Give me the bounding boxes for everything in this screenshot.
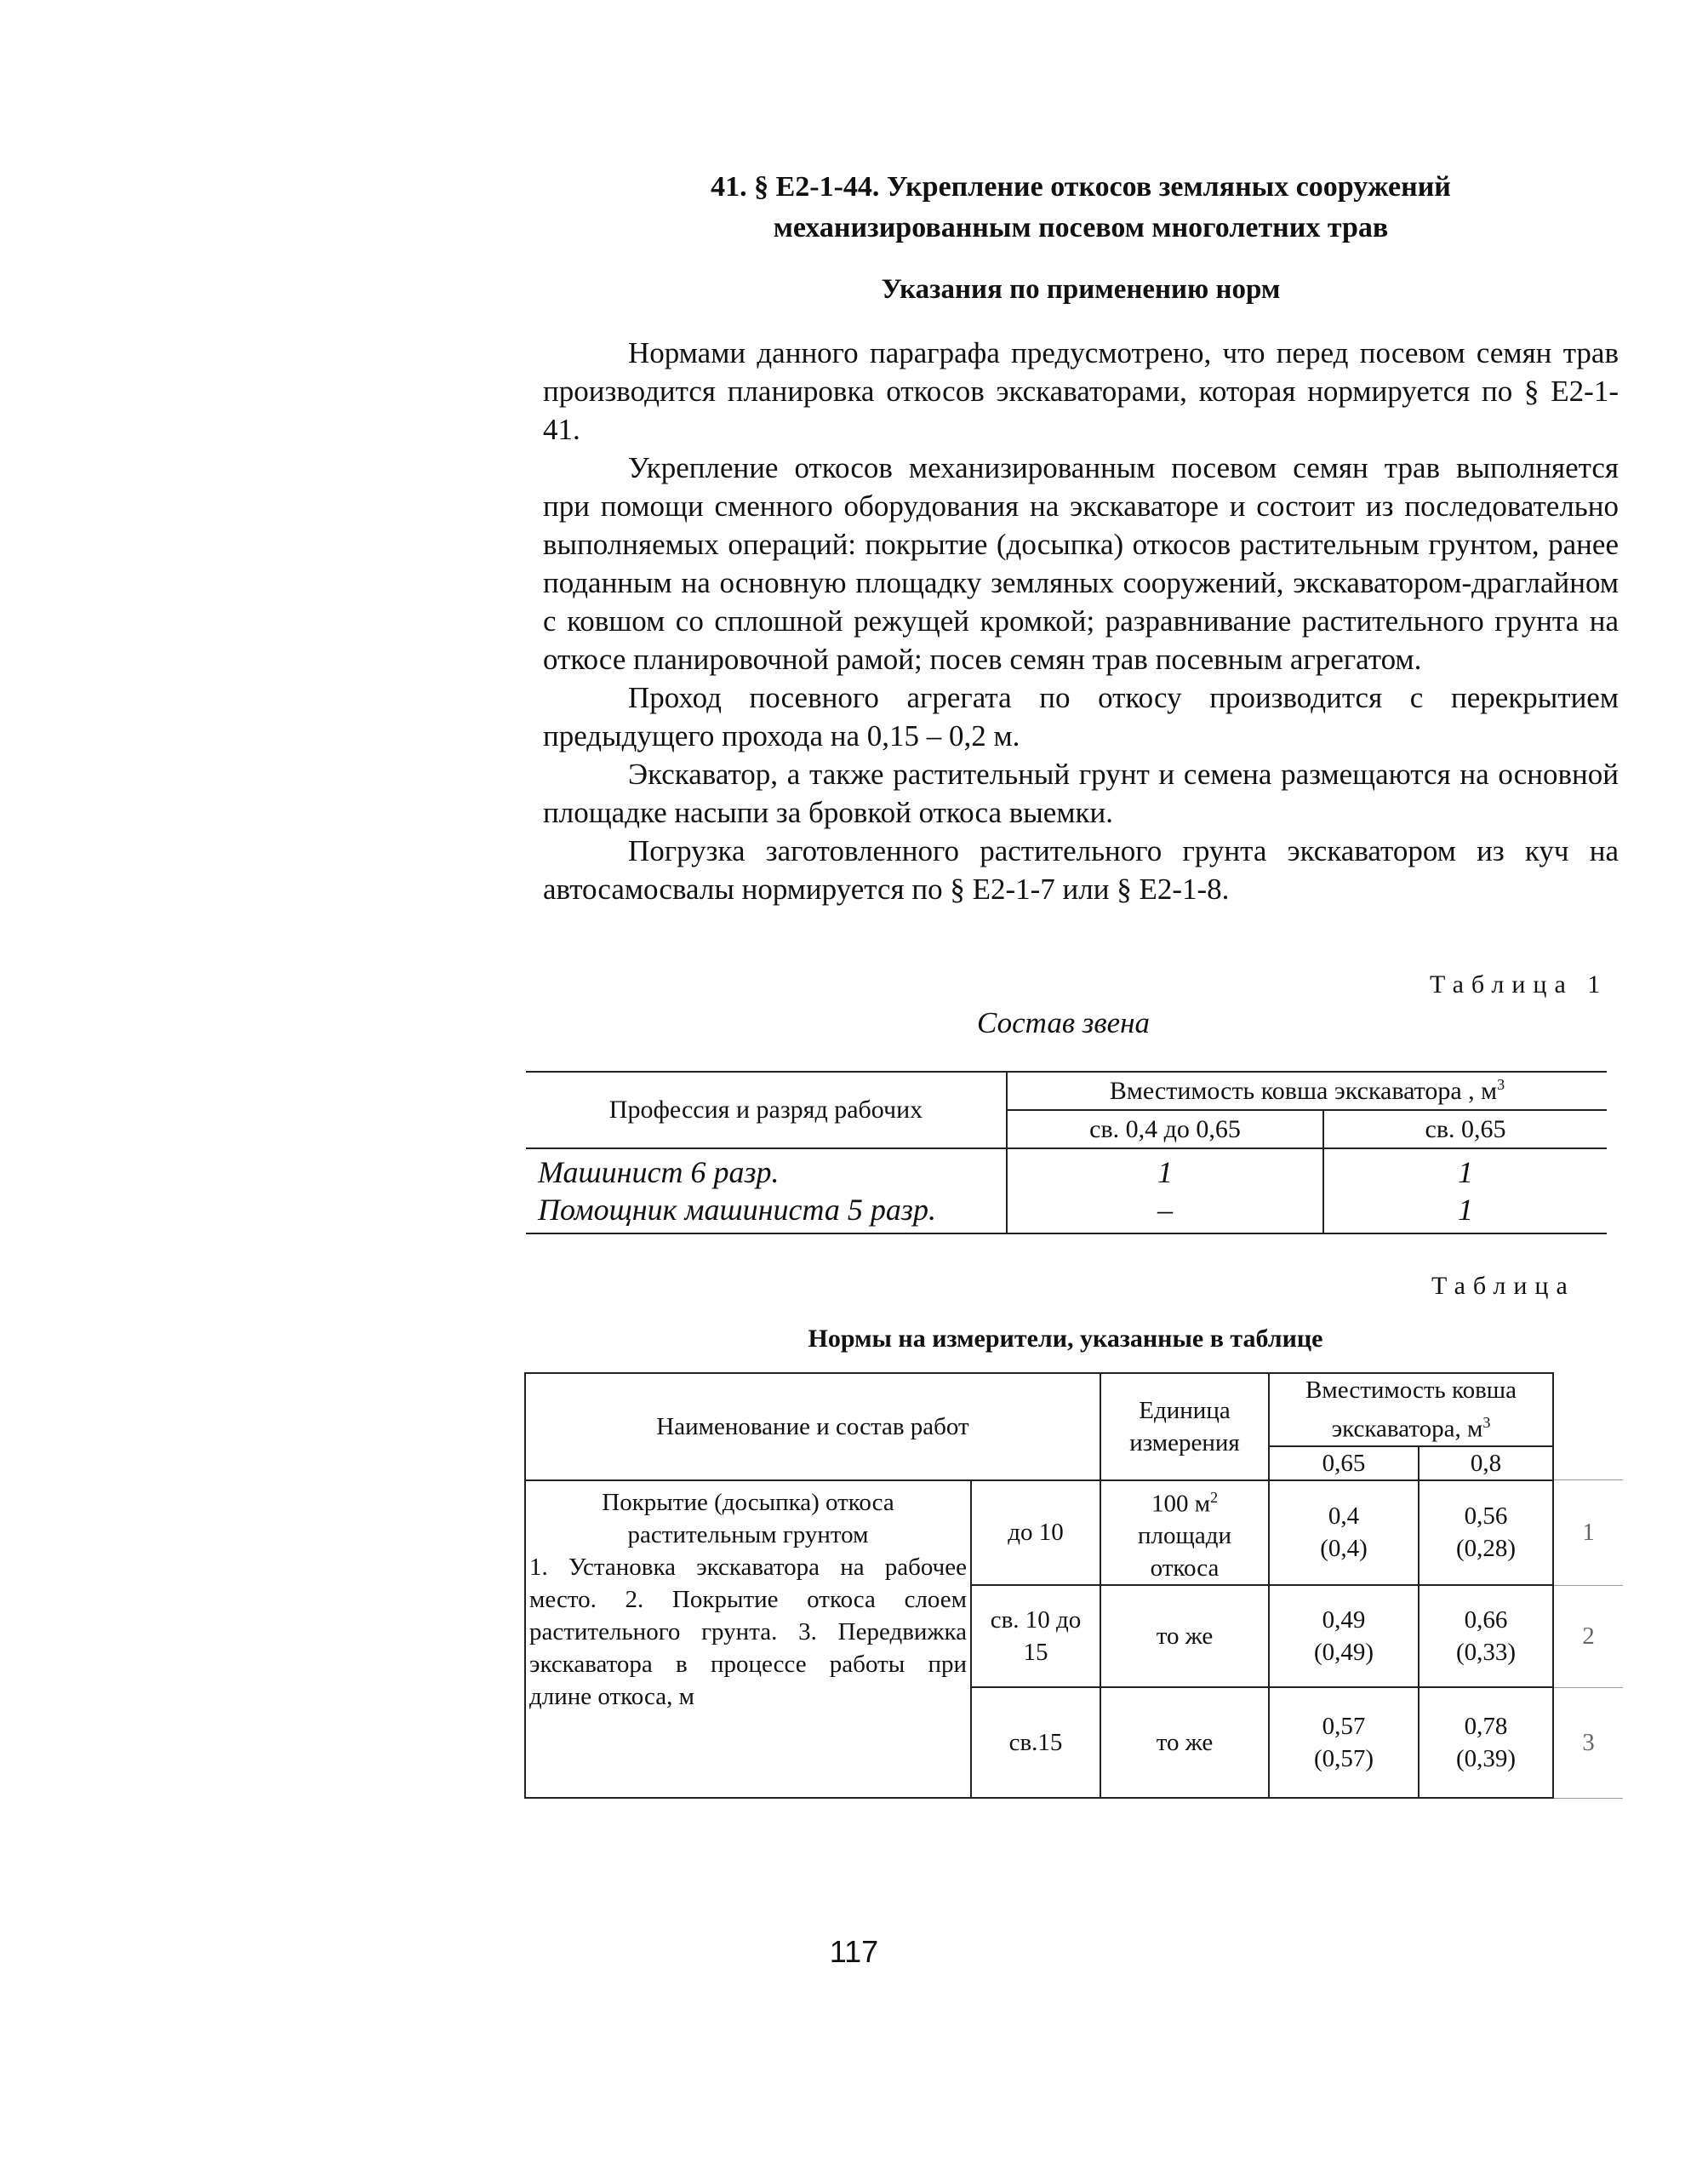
norms-header-capacity-text: Вместимость ковша экскаватора, м [1305, 1376, 1517, 1443]
crew-names-cell [526, 1148, 1007, 1233]
crew-value: 1 [1458, 1155, 1473, 1189]
norms-header-capacity-sup: 3 [1482, 1414, 1491, 1431]
norms-header-capacity [1269, 1373, 1553, 1446]
norms-work-title: Покрытие (досыпка) откоса растительным грунтом [602, 1488, 894, 1548]
crew-row-name: Машинист 6 разр. [538, 1155, 780, 1189]
paragraph: Погрузка заготовленного растительного грунта экскаватором из куч на автосамосвалы нормируется по § Е2-1-7 или § Е2-1-8. [543, 834, 1619, 906]
crew-value: – [1157, 1193, 1173, 1227]
norms-col1-header: 0,65 [1269, 1446, 1419, 1480]
norms-work-description [525, 1480, 971, 1799]
table2-caption: Нормы на измерители, указанные в таблице [808, 1325, 1323, 1353]
crew-header-profession: Профессия и разряд рабочих [526, 1072, 1007, 1148]
norms-value [1419, 1480, 1553, 1586]
norms-value-main: 0,57 [1322, 1713, 1366, 1741]
norms-value-paren: (0,39) [1455, 1745, 1517, 1773]
crew-value: 1 [1157, 1155, 1173, 1189]
norms-work-steps: 1. Установка экскаватора на рабочее место. 2. Покрытие откоса слоем растительного грунта. 3. Передвижка экскаватора в процессе работы при длине откоса, м [529, 1553, 967, 1710]
norms-unit [1100, 1480, 1269, 1586]
section-title [545, 167, 1617, 249]
norms-value-main: 0,4 [1328, 1502, 1360, 1531]
paragraph: Проход посевного агрегата по откосу производится с перекрытием предыдущего прохода на 0,15 – 0,2 м. [543, 681, 1619, 753]
crew-col2-header: св. 0,65 [1323, 1110, 1607, 1148]
norms-value-main: 0,78 [1464, 1713, 1508, 1741]
norms-value-main: 0,49 [1322, 1606, 1366, 1634]
norms-value-paren: (0,4) [1320, 1535, 1368, 1563]
section-title-line2: механизированным посевом многолетних трав [773, 212, 1389, 243]
norms-value-main: 0,56 [1464, 1502, 1508, 1531]
norms-value-paren: (0,57) [1313, 1745, 1374, 1773]
norms-length: св. 10 до 15 [971, 1585, 1100, 1687]
norms-table [524, 1372, 1623, 1799]
norms-value [1419, 1585, 1553, 1687]
table1-label: Таблица 1 [1430, 970, 1608, 999]
norms-value-paren: (0,33) [1455, 1639, 1517, 1667]
norms-row-number: 1 [1553, 1480, 1623, 1586]
norms-row-number: 2 [1553, 1585, 1623, 1687]
table1-caption: Состав звена [977, 1006, 1151, 1039]
crew-row-name: Помощник машиниста 5 разр. [538, 1193, 936, 1227]
crew-col1-header: св. 0,4 до 0,65 [1007, 1110, 1323, 1148]
norms-value [1269, 1585, 1419, 1687]
crew-header-capacity-text: Вместимость ковша экскаватора , м [1109, 1077, 1498, 1105]
norms-value-paren: (0,28) [1455, 1535, 1517, 1563]
norms-unit-main: 100 м [1151, 1490, 1211, 1518]
norms-value [1269, 1480, 1419, 1586]
norms-header-name: Наименование и состав работ [525, 1373, 1100, 1480]
crew-header-capacity [1007, 1072, 1607, 1110]
norms-value-main: 0,66 [1464, 1606, 1508, 1634]
norms-value [1419, 1687, 1553, 1798]
paragraph: Укрепление откосов механизированным посевом семян трав выполняется при помощи сменного оборудования на экскаваторе и состоит из последовательно выполняемых операций: покрытие (досыпка) откосов растительным грунтом, ранее поданным на основную площадку земляных сооружений, экскаватором-драглайном с ковшом со сплошной режущей кромкой; разравнивание растительного грунта на откосе планировочной рамой; посев семян трав посевным агрегатом. [543, 451, 1619, 676]
section-title-line1: 41. § Е2-1-44. Укрепление откосов земляных сооружений [711, 171, 1451, 203]
norms-header-unit: Единица измерения [1100, 1373, 1269, 1480]
crew-col2-values [1323, 1148, 1607, 1233]
norms-unit: то же [1100, 1687, 1269, 1798]
paragraph: Экскаватор, а также растительный грунт и семена размещаются на основной площадке насыпи за бровкой откоса выемки. [543, 758, 1619, 829]
norms-edge-header [1553, 1373, 1623, 1480]
body-text [543, 334, 1619, 908]
crew-col1-values [1007, 1148, 1323, 1233]
norms-length: св.15 [971, 1687, 1100, 1798]
crew-value: 1 [1458, 1193, 1473, 1227]
norms-col2-header: 0,8 [1419, 1446, 1553, 1480]
page-number: 117 [829, 1934, 879, 1969]
norms-value-paren: (0,49) [1313, 1639, 1374, 1667]
table2-label: Таблица [1431, 1272, 1575, 1300]
norms-row-number: 3 [1553, 1687, 1623, 1798]
paragraph: Нормами данного параграфа предусмотрено, что перед посевом семян трав производится планировка откосов экскаваторами, которая нормируется по § Е2-1-41. [543, 336, 1619, 446]
norms-value [1269, 1687, 1419, 1798]
norms-unit-sup: 2 [1210, 1488, 1219, 1506]
section-subtitle: Указания по применению норм [881, 274, 1281, 305]
crew-table [526, 1071, 1607, 1234]
crew-header-capacity-sup: 3 [1497, 1076, 1505, 1093]
norms-unit-rest: площади откоса [1138, 1522, 1231, 1582]
norms-length: до 10 [971, 1480, 1100, 1586]
norms-unit: то же [1100, 1585, 1269, 1687]
